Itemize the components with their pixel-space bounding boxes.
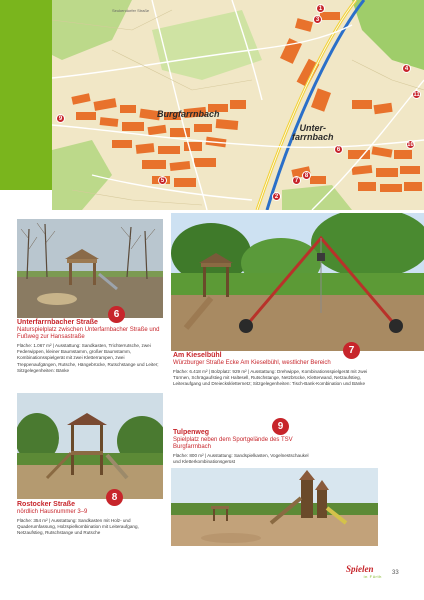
map-marker[interactable]: 2 bbox=[272, 192, 281, 201]
place-subtitle: Spielplatz neben dem Sportgelände des TSV Burgfarrnbach bbox=[173, 437, 293, 450]
place-details: Fläche: 1.067 m² | Ausstattung: Sandkasten, Trichterrutsche, zwei Federwippen, kleiner Baumstamm, großer Baumstamm, Kombinationsspielgerät mit zwei Kletterrampen, zwei Treppenaufgängen, Rutsche, Hängebrücke, Rutschstange und Leiter; Sitzgelegenheiten: Bänke bbox=[17, 343, 159, 373]
photo-am-kieselbuehl bbox=[171, 213, 424, 351]
number-badge-7: 7 bbox=[343, 342, 360, 359]
place-subtitle: Naturspielplatz zwischen Unterfarnbacher Straße und Fußweg zur Hansastraße bbox=[17, 327, 160, 340]
caption-am-kieselbuehl bbox=[173, 352, 373, 388]
map-marker[interactable]: 6 bbox=[334, 145, 343, 154]
number-badge-9: 9 bbox=[272, 418, 289, 435]
map-marker[interactable]: 10 bbox=[407, 142, 414, 148]
map-marker[interactable]: 1 bbox=[316, 4, 325, 13]
map-marker[interactable]: 3 bbox=[313, 15, 322, 24]
place-subtitle: Würzburger Straße Ecke Am Kieselbühl, westlicher Bereich bbox=[173, 360, 331, 366]
place-title: Unterfarrnbacher Straße bbox=[17, 319, 98, 326]
caption-unterfarrnbacher-strasse bbox=[17, 319, 165, 374]
place-details: Fläche: 354 m² | Ausstattung: Sandkasten mit Holz- und Quaderumfassung, Holzspielkombination mit Leiteraufgang, Netzaufstieg, Rutschstange und Rutsche bbox=[17, 518, 139, 536]
photo-tulpenweg bbox=[171, 468, 378, 546]
place-title: Rostocker Straße bbox=[17, 501, 75, 508]
map-marker[interactable]: 8 bbox=[302, 171, 311, 180]
photo-unterfarrnbacher-strasse bbox=[17, 219, 163, 318]
caption-rostocker-strasse bbox=[17, 501, 162, 537]
map-label-road: Seukendorfer Straße bbox=[112, 8, 150, 13]
photo-rostocker-strasse bbox=[17, 393, 163, 499]
place-details: Fläche: 800 m² | Ausstattung: Sandspielkasten, Vogelnestschaukel und Kletterkombinationsgerüst bbox=[173, 453, 309, 465]
place-title: Am Kieselbühl bbox=[173, 352, 222, 359]
map-marker[interactable]: 4 bbox=[402, 64, 411, 73]
map-label-burgfarrnbach: Burgfarrnbach bbox=[157, 109, 220, 119]
place-details: Fläche: 6.418 m² | Bolzplatz: 929 m² | Ausstattung: Drehwippe, Kombinationsspielgerät mit zwei Türmen, Schrägaufstieg mit Haltesell, Rutschstange, Netzbrücke, Kletterwand, Netzaufstieg, Leiteraufgang und Dreieckskletternetz; Sitzgelegenheiten: Tisch-Bank-Kombination und Bänke bbox=[173, 369, 368, 387]
number-badge-6: 6 bbox=[108, 306, 125, 323]
map-marker[interactable]: 5 bbox=[158, 176, 167, 185]
caption-tulpenweg bbox=[173, 429, 313, 465]
map-graphic bbox=[52, 0, 424, 210]
map-marker[interactable]: 11 bbox=[413, 92, 420, 98]
logo-word: Spielen bbox=[346, 564, 374, 574]
side-bar bbox=[0, 0, 52, 190]
map[interactable] bbox=[52, 0, 424, 210]
map-marker[interactable]: 9 bbox=[56, 114, 65, 123]
map-marker[interactable]: 7 bbox=[292, 176, 301, 185]
logo-sub: in Fürth bbox=[363, 574, 382, 579]
spielen-logo bbox=[346, 565, 382, 585]
page-number: 33 bbox=[392, 570, 399, 576]
place-title: Tulpenweg bbox=[173, 429, 210, 436]
place-subtitle: nördlich Hausnummer 3–9 bbox=[17, 509, 88, 515]
number-badge-8: 8 bbox=[106, 489, 123, 506]
map-label-unterfarrnbach: Unter- farrnbach bbox=[292, 123, 334, 142]
